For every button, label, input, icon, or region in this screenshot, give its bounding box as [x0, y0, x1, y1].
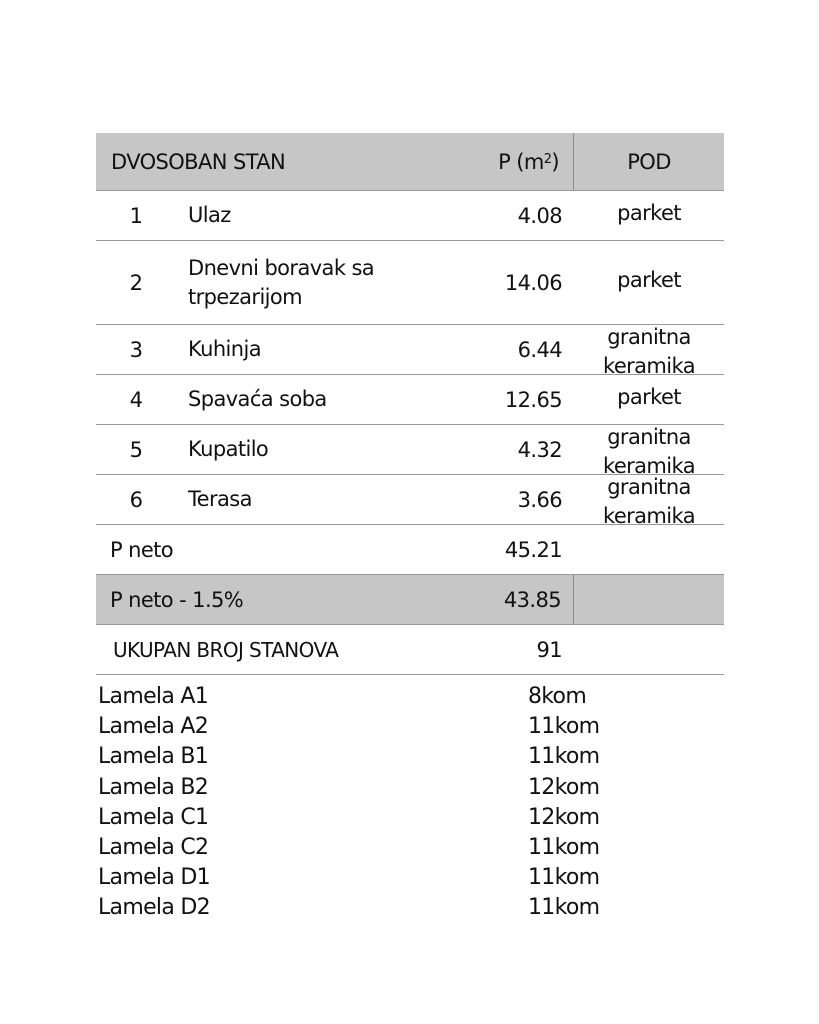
- lamela-name: Lamela C2: [98, 834, 209, 860]
- room-area: 3.66: [517, 487, 562, 512]
- area-header-close: ): [551, 149, 559, 174]
- room-area: 4.32: [517, 437, 562, 462]
- lamela-name: Lamela A2: [98, 714, 209, 740]
- room-name: Dnevni boravak sa trpezarijom: [188, 255, 375, 309]
- list-item: [98, 805, 698, 835]
- room-area: 6.44: [517, 337, 562, 362]
- lamela-count: 11kom: [528, 744, 600, 770]
- table-row: [96, 375, 724, 425]
- apartment-area-table: [96, 133, 724, 675]
- lamela-name: Lamela D2: [98, 895, 210, 921]
- room-number: 1: [129, 203, 143, 228]
- net-area-row: [96, 525, 724, 575]
- room-name: Kuhinja: [188, 337, 261, 361]
- lamela-count: 11kom: [528, 865, 600, 891]
- table-row: [96, 425, 724, 475]
- lamela-name: Lamela A1: [98, 684, 209, 709]
- table-row: [96, 475, 724, 525]
- room-floor-line: keramika: [603, 354, 695, 375]
- area-header-label: P (m: [498, 149, 544, 174]
- room-number: 3: [129, 337, 143, 362]
- list-item: [98, 744, 698, 774]
- net-area-label: P neto: [110, 537, 174, 562]
- room-name: Terasa: [188, 487, 252, 511]
- room-floor-line: granitna: [607, 325, 691, 349]
- lamela-name: Lamela B1: [98, 744, 209, 770]
- room-name: Spavaća soba: [188, 387, 327, 411]
- room-area: 12.65: [504, 387, 562, 412]
- room-name: Kupatilo: [188, 437, 269, 461]
- floor-column-header: POD: [627, 149, 671, 174]
- area-column-header: P (m $^2$ ): [476, 133, 574, 190]
- room-number: 6: [129, 487, 143, 512]
- lamela-count: 11kom: [528, 895, 600, 921]
- room-floor: [574, 323, 724, 375]
- room-floor: [574, 423, 724, 475]
- list-item: [98, 895, 698, 925]
- room-floor-line: keramika: [603, 454, 695, 475]
- room-floor: [574, 473, 724, 525]
- lamela-name: Lamela C1: [98, 804, 209, 830]
- room-floor-line: granitna: [607, 475, 691, 499]
- list-item: [98, 714, 698, 744]
- total-units-value: 91: [536, 637, 562, 662]
- room-number: 4: [129, 387, 143, 412]
- list-item: [98, 684, 698, 714]
- net-area-value: 45.21: [504, 537, 562, 562]
- net-reduced-value: 43.85: [476, 575, 574, 624]
- total-units-row: [96, 625, 724, 675]
- room-floor: parket: [617, 385, 681, 409]
- room-area: 14.06: [504, 270, 562, 295]
- lamela-list: [98, 684, 698, 926]
- lamela-count: 12kom: [528, 774, 600, 800]
- room-floor: parket: [617, 201, 681, 225]
- room-area: 4.08: [517, 203, 562, 228]
- room-floor: parket: [617, 268, 681, 292]
- room-floor-line: keramika: [603, 504, 695, 525]
- lamela-count: 11kom: [528, 834, 600, 860]
- table-row: [96, 241, 724, 325]
- net-reduced-label: P neto - 1.5%: [110, 587, 244, 612]
- net-reduced-row: [96, 575, 724, 625]
- total-units-label: UKUPAN BROJ STANOVA: [113, 637, 339, 662]
- table-header: [96, 133, 724, 191]
- room-number: 2: [129, 270, 143, 295]
- table-row: [96, 325, 724, 375]
- apartment-type-title: DVOSOBAN STAN: [111, 149, 286, 174]
- room-name: Ulaz: [188, 203, 231, 227]
- list-item: [98, 835, 698, 865]
- lamela-count: 8kom: [528, 684, 587, 709]
- list-item: [98, 865, 698, 895]
- table-row: [96, 191, 724, 241]
- room-floor-line: granitna: [607, 425, 691, 449]
- lamela-count: 11kom: [528, 714, 600, 740]
- room-number: 5: [129, 437, 143, 462]
- lamela-name: Lamela B2: [98, 774, 209, 800]
- list-item: [98, 775, 698, 805]
- lamela-count: 12kom: [528, 804, 600, 830]
- lamela-name: Lamela D1: [98, 865, 210, 891]
